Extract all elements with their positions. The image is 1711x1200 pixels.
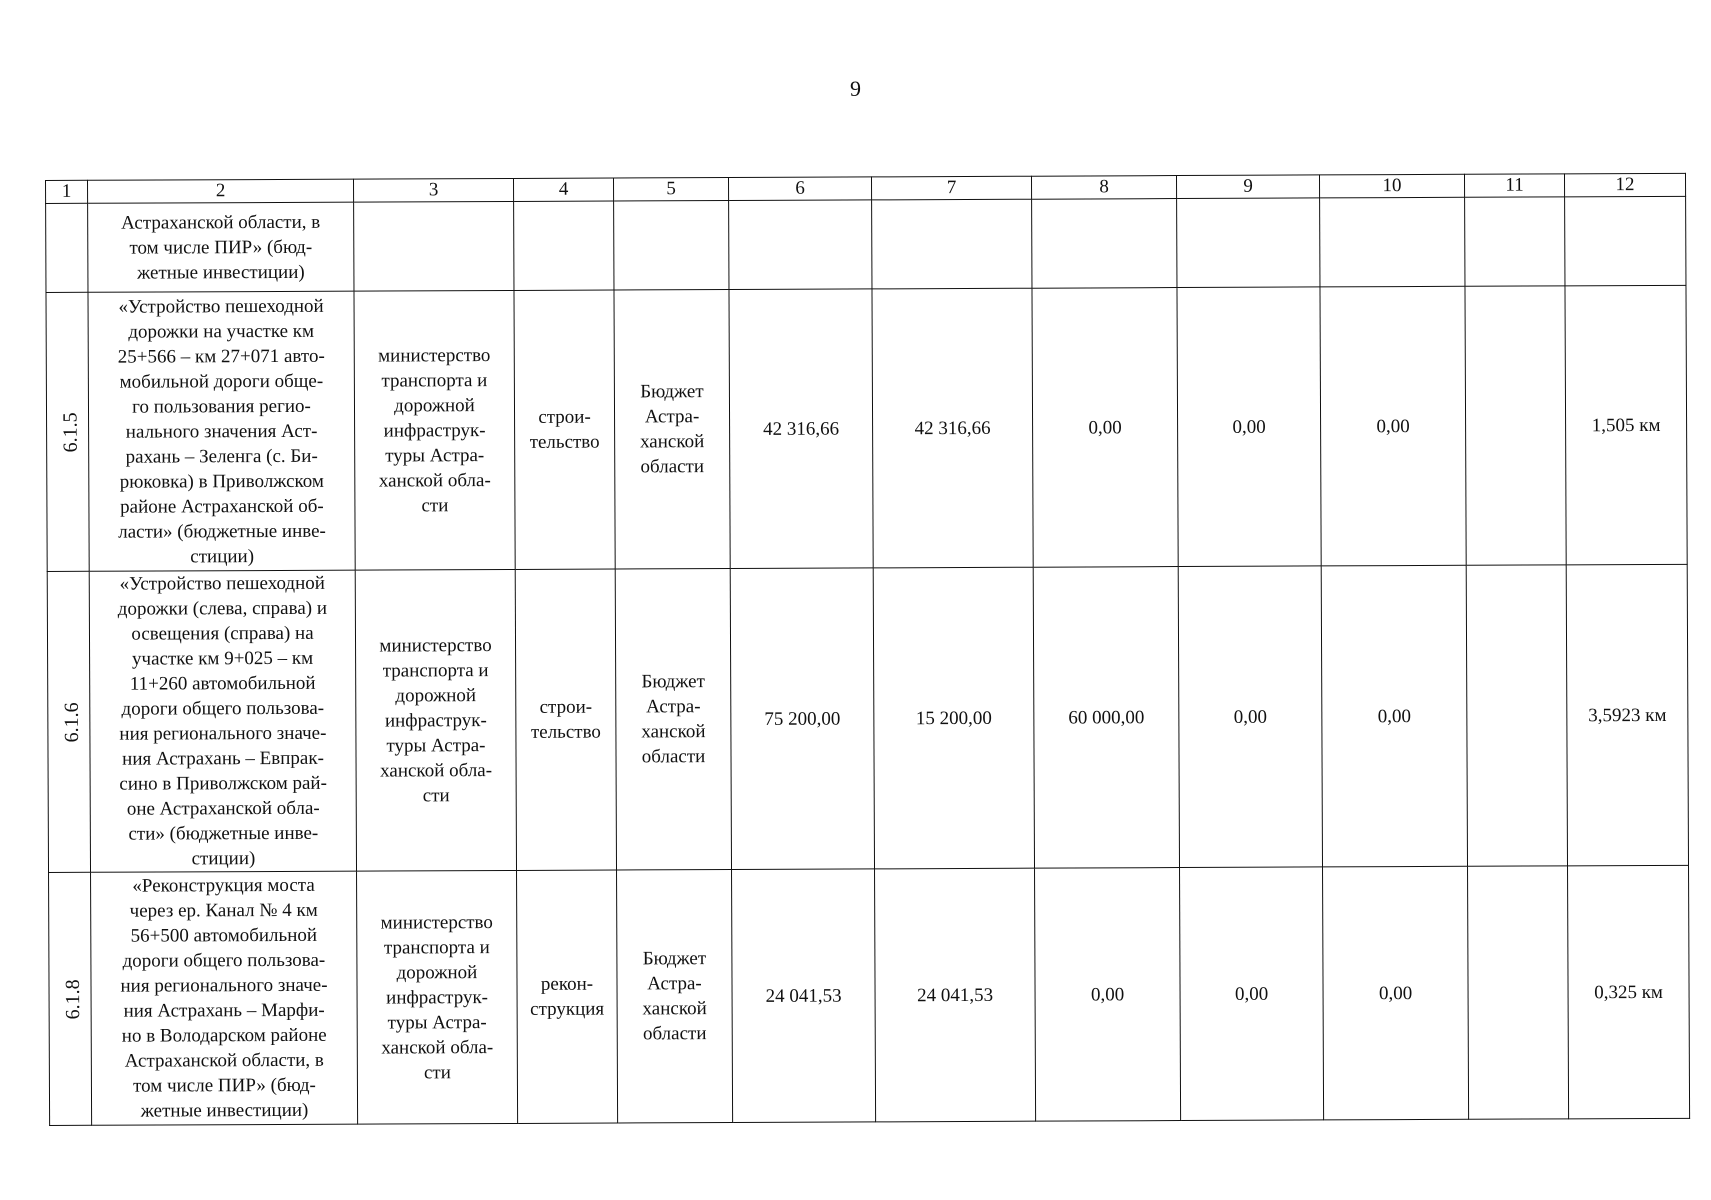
source-cell: Бюджет Астра- ханской области [614,290,730,569]
name-cell: «Устройство пешеходной дорожки (слева, справа) и освещения (справа) на участке км 9+025 – км 11+260 автомобильной дороги общего пользова- ния регионального значе- ния Астрахань – Евпрак- сино в Приволжском рай- оне Астраханской обла- сти» (бюджетные инве- стиции) [89,570,356,872]
value-col7: 15 200,00 [873,567,1034,869]
empty-cell [1565,196,1686,286]
document-sheet [45,173,1689,1126]
column-number: 9 [1176,175,1319,199]
table-row [49,865,1690,1125]
code-cell [47,571,90,872]
row-code: 6.1.5 [59,411,82,452]
column-number: 7 [871,176,1031,200]
column-number: 8 [1031,176,1176,200]
empty-cell [1465,197,1565,286]
value-col11 [1465,286,1566,565]
column-number: 5 [613,178,728,202]
table-row-continuation [46,196,1686,292]
code-cell [46,292,89,571]
value-col12: 1,505 км [1565,285,1687,565]
value-col6: 42 316,66 [729,289,873,569]
type-cell: рекон- струкция [517,870,618,1123]
value-col10: 0,00 [1323,866,1469,1120]
value-col7: 42 316,66 [872,288,1033,568]
column-number: 1 [46,180,88,203]
column-number: 11 [1464,174,1564,197]
value-col12: 0,325 км [1568,865,1690,1119]
type-cell: строи- тельство [515,569,616,870]
value-col7: 24 041,53 [875,868,1036,1122]
source-cell: Бюджет Астра- ханской области [617,870,733,1123]
column-number: 12 [1564,173,1685,197]
value-col6: 75 200,00 [730,568,874,870]
empty-cell [1032,199,1177,289]
column-number: 3 [353,178,513,202]
empty-cell [729,200,872,290]
name-cell: «Устройство пешеходной дорожки на участке км 25+566 – км 27+071 авто- мобильной дороги обще- го пользования регио- нального значения Аст- рахань – Зеленга (с. Би- рюковка) в Приволжском районе Астраханской об- ласти» (бюджетные инве- стиции) [88,291,355,571]
value-col12: 3,5923 км [1566,564,1688,866]
executor-cell: министерство транспорта и дорожной инфраструк- туры Астра- ханской обла- сти [354,290,515,570]
value-col10: 0,00 [1320,286,1466,566]
executor-cell: министерство транспорта и дорожной инфраструк- туры Астра- ханской обла- сти [357,870,518,1124]
empty-cell [614,201,729,291]
value-col9: 0,00 [1177,287,1321,567]
value-col9: 0,00 [1180,867,1324,1121]
value-col6: 24 041,53 [732,869,876,1123]
program-table [45,173,1690,1126]
empty-cell [1177,198,1320,288]
empty-cell [1320,197,1465,287]
table-row [46,285,1687,571]
value-col10: 0,00 [1321,565,1467,867]
empty-cell [872,199,1032,289]
value-col11 [1466,565,1567,866]
value-col11 [1468,866,1569,1119]
type-cell: строи- тельство [514,290,615,569]
column-number: 6 [728,177,871,201]
executor-cell: министерство транспорта и дорожной инфраструк- туры Астра- ханской обла- сти [355,569,516,871]
column-number: 10 [1319,174,1464,198]
column-number: 2 [88,179,354,203]
value-col8: 0,00 [1032,288,1178,568]
empty-cell [514,201,614,290]
row-code: 6.1.6 [60,701,83,742]
name-cell: Астраханской области, в том числе ПИР» (бюд- жетные инвестиции) [88,202,354,292]
name-cell: «Реконструкция моста через ер. Канал № 4 км 56+500 автомобильной дороги общего пользова- ния регионального значе- ния Астрахань – Марфи- но в Володарском районе Астраханской области, в том числе ПИР» (бюд- жетные инвестиции) [91,871,358,1125]
code-cell-empty [46,203,88,292]
page-number: 9 [850,76,861,101]
value-col8: 60 000,00 [1033,567,1179,869]
column-number: 4 [513,178,613,201]
source-cell: Бюджет Астра- ханской области [615,569,731,870]
value-col8: 0,00 [1035,868,1181,1122]
empty-cell [354,201,514,291]
code-cell [49,872,92,1125]
table-row [47,564,1688,872]
value-col9: 0,00 [1178,566,1322,868]
row-code: 6.1.8 [61,978,85,1019]
